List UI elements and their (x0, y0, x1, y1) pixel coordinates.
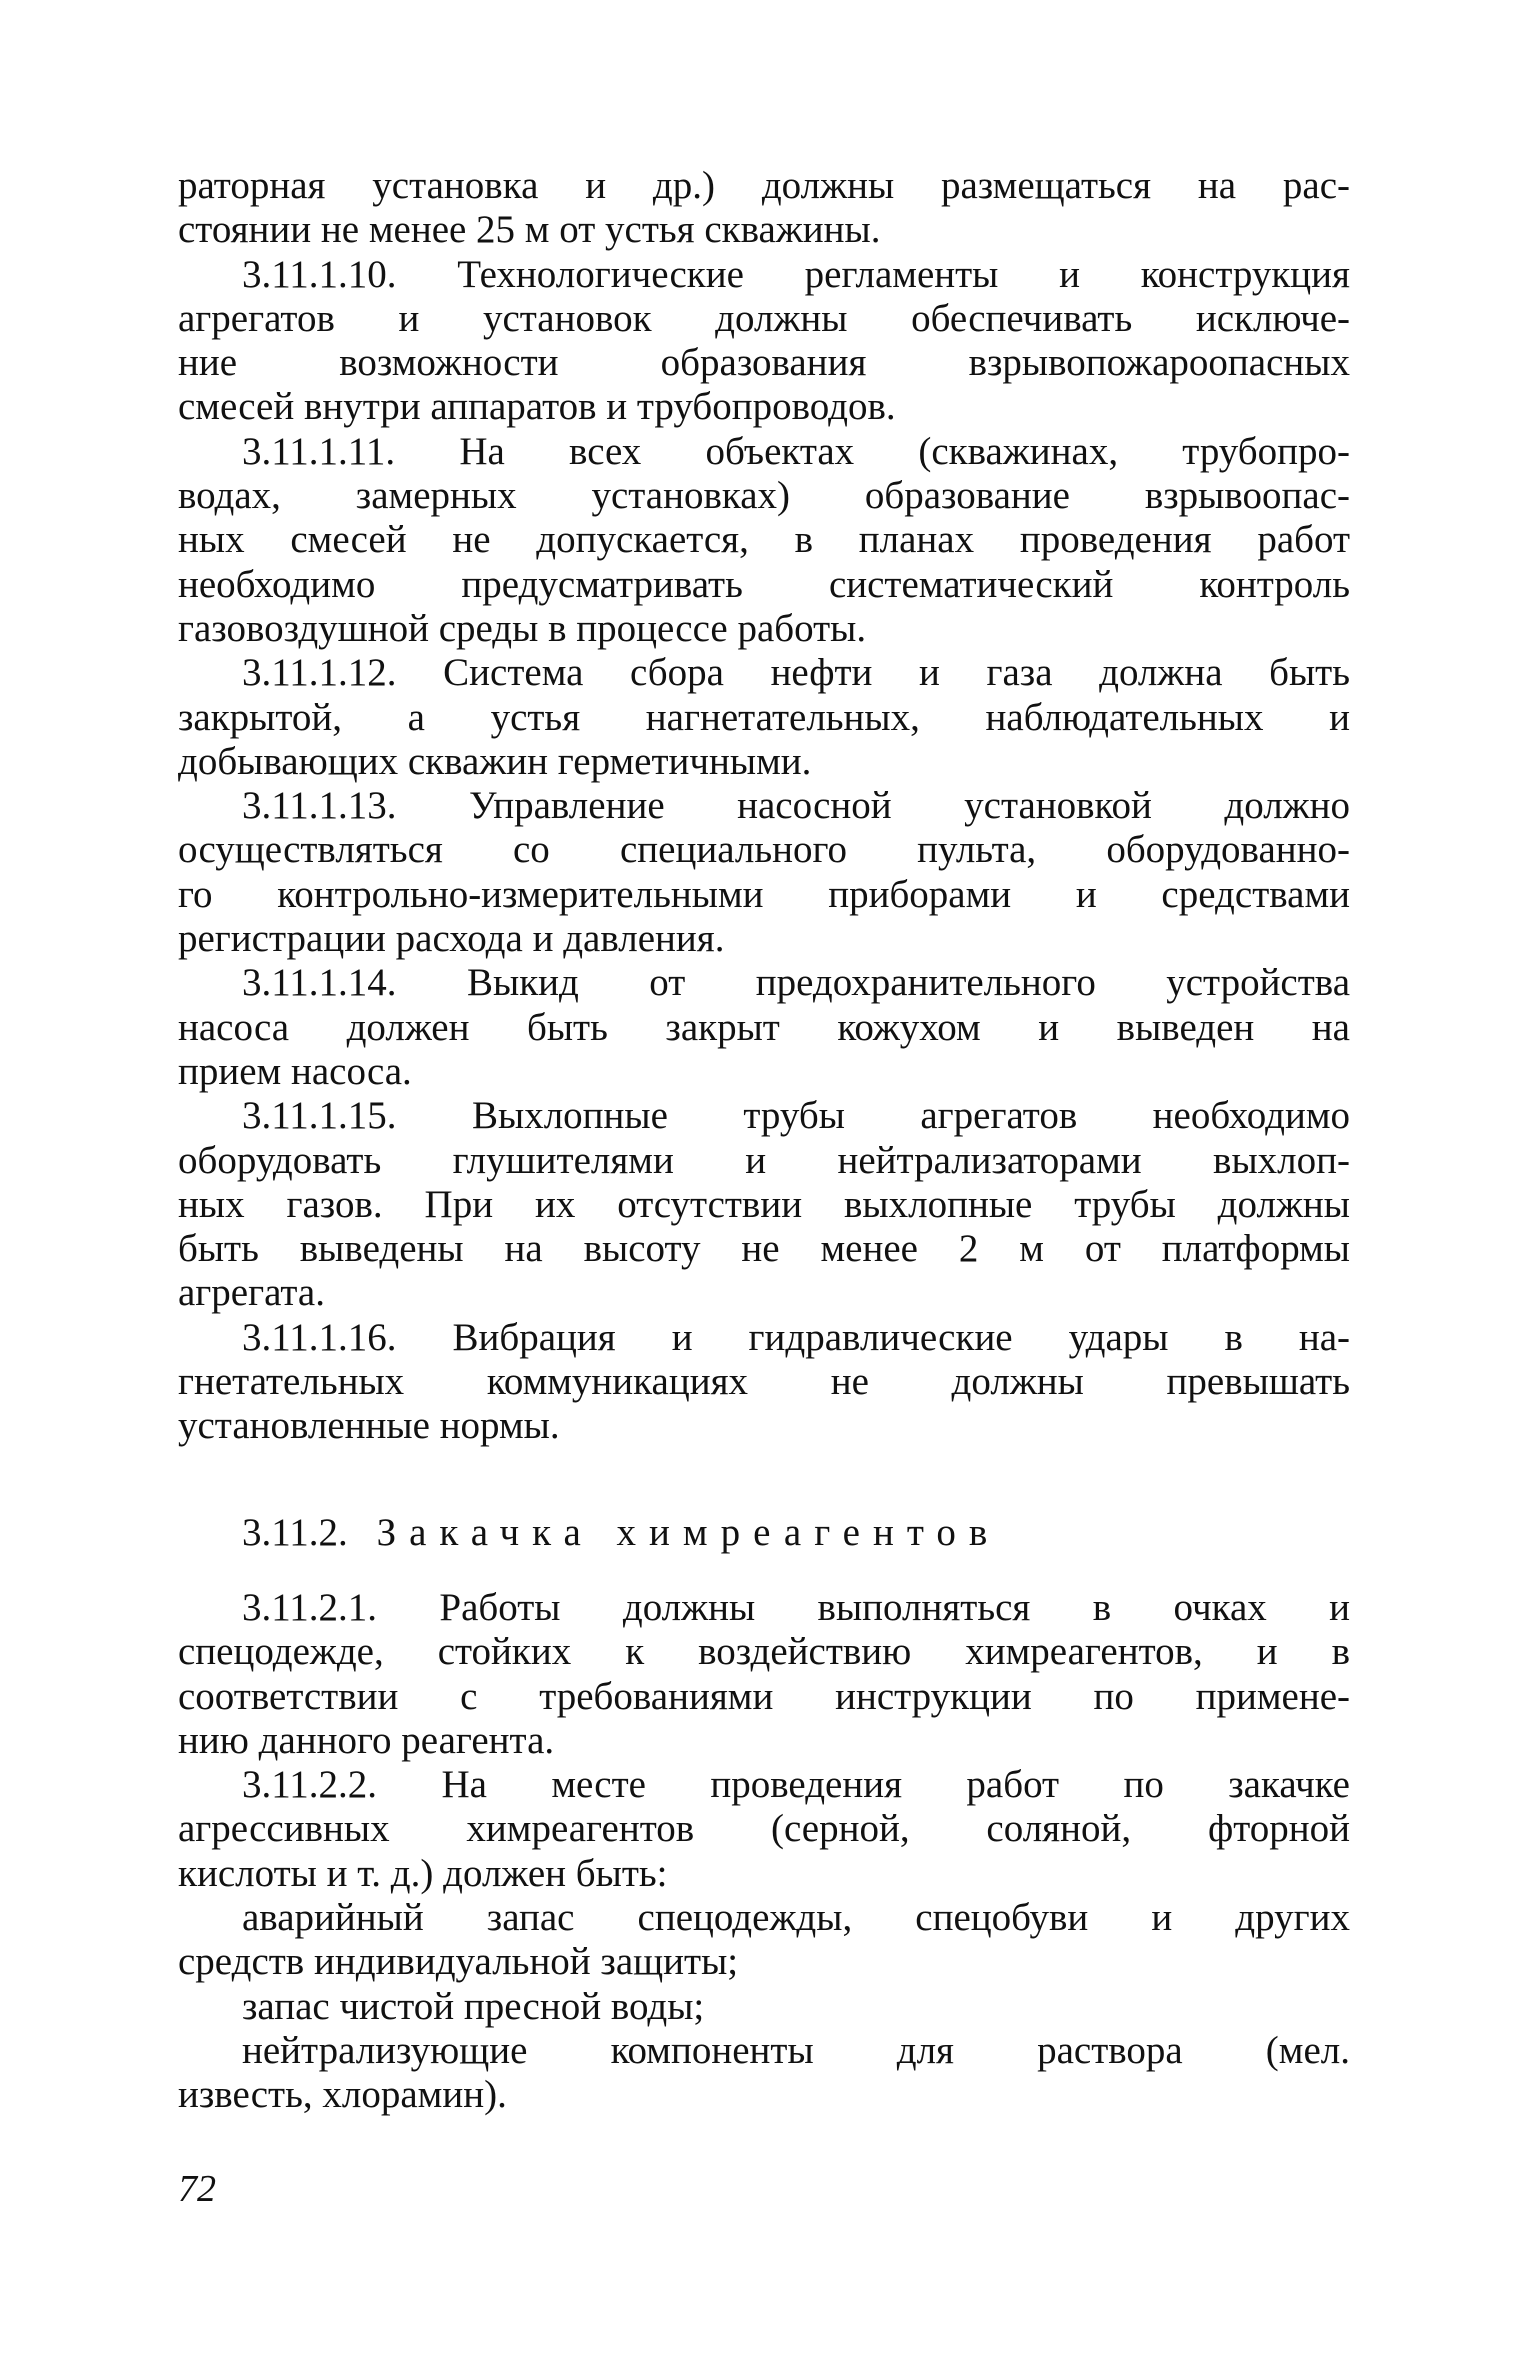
page-number: 72 (178, 2168, 216, 2210)
text-line: ние возможности образования взрывопожароопасных (178, 341, 1350, 385)
body-text-section-3-11-2 (178, 1586, 1350, 2118)
text-line: раторная установка и др.) должны размещаться на рас- (178, 164, 1350, 207)
text-line: установленные нормы. (178, 1404, 560, 1448)
text-line: агрегата. (178, 1271, 325, 1315)
text-line: ных газов. При их отсутствии выхлопные трубы должны (178, 1182, 1350, 1226)
text-line: 3.11.1.10. Технологические регламенты и конструкция (242, 252, 1350, 296)
text-line: быть выведены на высоту не менее 2 м от платформы (178, 1227, 1350, 1271)
text-line: запас чистой пресной воды; (242, 1984, 705, 2028)
text-line: 3.11.1.15. Выхлопные трубы агрегатов необходимо (242, 1094, 1350, 1138)
text-line: оборудовать глушителями и нейтрализаторами выхлоп- (178, 1138, 1350, 1182)
text-line: регистрации расхода и давления. (178, 917, 725, 961)
text-line: известь, хлорамин). (178, 2073, 507, 2117)
text-line: осуществляться со специального пульта, оборудованно- (178, 828, 1350, 872)
text-line: средств индивидуальной защиты; (178, 1940, 739, 1984)
section-title: Закачка химреагентов (376, 1511, 1001, 1554)
text-line: нию данного реагента. (178, 1718, 555, 1762)
text-line: 3.11.2.1. Работы должны выполняться в очках и (242, 1586, 1350, 1629)
text-line: 3.11.1.11. На всех объектах (скважинах, трубопро- (242, 429, 1350, 473)
text-line: соответствии с требованиями инструкции по примене- (178, 1674, 1350, 1718)
text-line: нейтрализующие компоненты для раствора (мел. (242, 2028, 1350, 2072)
text-line: спецодежде, стойких к воздействию химреагентов, и в (178, 1630, 1350, 1674)
text-line: насоса должен быть закрыт кожухом и выведен на (178, 1005, 1350, 1049)
text-line: смесей внутри аппаратов и трубопроводов. (178, 385, 896, 429)
text-line: прием насоса. (178, 1049, 412, 1093)
text-line: го контрольно-измерительными приборами и средствами (178, 872, 1350, 916)
text-line: 3.11.1.12. Система сбора нефти и газа должна быть (242, 651, 1350, 695)
text-line: закрытой, а устья нагнетательных, наблюдательных и (178, 695, 1350, 739)
text-line: ных смесей не допускается, в планах проведения работ (178, 518, 1350, 562)
text-line: водах, замерных установках) образование взрывоопас- (178, 474, 1350, 518)
section-heading-3-11-2 (242, 1510, 1000, 1555)
text-line: 3.11.2.2. На месте проведения работ по закачке (242, 1763, 1350, 1807)
text-line: необходимо предусматривать систематический контроль (178, 562, 1350, 606)
text-line: газовоздушной среды в процессе работы. (178, 606, 867, 650)
text-line: добывающих скважин герметичными. (178, 739, 812, 783)
body-text-section-3-11-1 (178, 164, 1350, 1449)
text-line: 3.11.1.13. Управление насосной установкой должно (242, 784, 1350, 828)
text-line: агрессивных химреагентов (серной, соляной, фторной (178, 1807, 1350, 1851)
text-line: стоянии не менее 25 м от устья скважины. (178, 208, 881, 252)
text-line: аварийный запас спецодежды, спецобуви и других (242, 1896, 1350, 1940)
text-line: 3.11.1.16. Вибрация и гидравлические удары в на- (242, 1315, 1350, 1359)
text-line: 3.11.1.14. Выкид от предохранительного устройства (242, 961, 1350, 1005)
text-line: кислоты и т. д.) должен быть: (178, 1851, 668, 1895)
text-line: гнетательных коммуникациях не должны превышать (178, 1360, 1350, 1404)
text-line: агрегатов и установок должны обеспечивать исключе- (178, 296, 1350, 340)
section-number: 3.11.2. (242, 1511, 348, 1554)
